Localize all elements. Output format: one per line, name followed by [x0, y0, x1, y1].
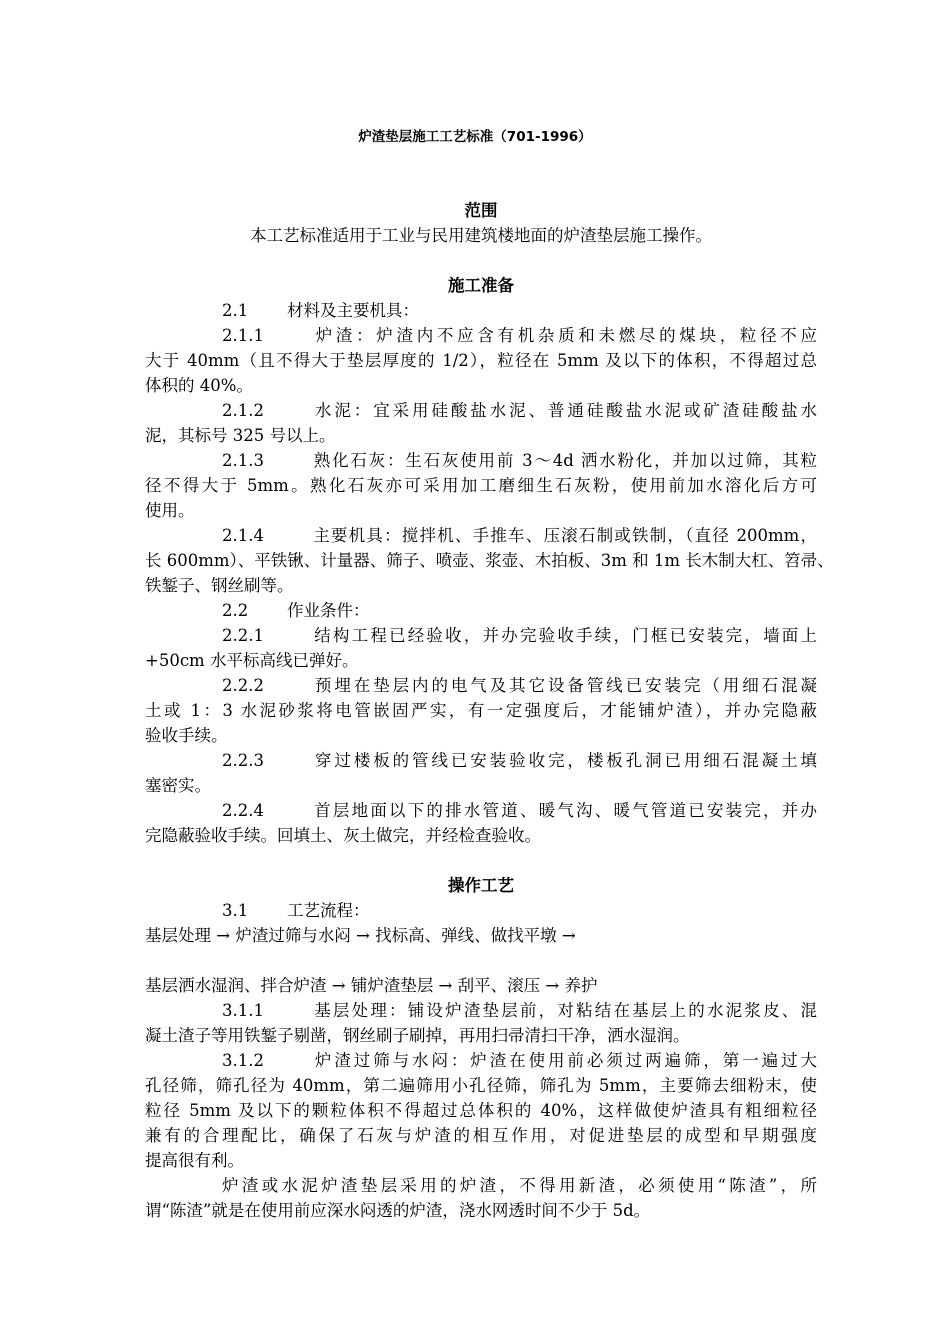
document-title: 炉渣垫层施工工艺标准（701-1996） [358, 129, 592, 145]
clause-text-line: 长 600mm）、平铁锹、计量器、筛子、喷壶、浆壶、木拍板、3m 和 1m 长木制大杠、笤帚、 [145, 551, 834, 570]
document-body [145, 198, 834, 1223]
clause-text: 作业条件： [287, 601, 370, 620]
clause-text: 工艺流程： [287, 901, 370, 920]
process-flow-line-2: 基层洒水湿润、拌合炉渣 → 铺炉渣垫层 → 刮平、滚压 → 养护 [145, 976, 598, 995]
clause-text: 预埋在垫层内的电气及其它设备管线已安装完（用细石混凝 [312, 676, 817, 695]
clause-2-2-2 [145, 673, 817, 698]
clause-text: 熟化石灰：生石灰使用前 3～4d 洒水粉化，并加以过筛，其粒 [312, 451, 817, 470]
clause-text-line: 土或 1：3 水泥砂浆将电管嵌固严实，有一定强度后，才能铺炉渣），并办完隐蔽 [145, 701, 817, 720]
clause-text: 水泥：宜采用硅酸盐水泥、普通硅酸盐水泥或矿渣硅酸盐水 [312, 401, 817, 420]
clause-text-line: 大于 40mm（且不得大于垫层厚度的 1/2），粒径在 5mm 及以下的体积，不得超过总 [145, 351, 817, 370]
clause-text: 主要机具：搅拌机、手推车、压滚石制或铁制，（直径 200mm， [312, 526, 817, 545]
clause-number: 2.1.4 [222, 526, 264, 545]
clause-number: 2.1.1 [222, 326, 264, 345]
clause-number: 2.1.3 [222, 451, 264, 470]
clause-text: 穿过楼板的管线已安装验收完，楼板孔洞已用细石混凝土填 [312, 751, 817, 770]
clause-2-1-4 [145, 523, 817, 548]
clause-text: 首层地面以下的排水管道、暖气沟、暖气管道已安装完，并办 [312, 801, 817, 820]
clause-2-2-1 [145, 623, 817, 648]
clause-text-line: 凝土渣子等用铁錾子剔凿，钢丝刷子刷掉，再用扫帚清扫干净，洒水湿润。 [145, 1026, 690, 1045]
clause-number: 2.2.2 [222, 676, 264, 695]
clause-3-1 [145, 898, 817, 923]
process-flow-line-1: 基层处理 → 炉渣过筛与水闷 → 找标高、弹线、做找平墩 → [145, 926, 576, 945]
clause-number: 3.1.2 [222, 1051, 264, 1070]
clause-2-2-3 [145, 748, 817, 773]
clause-text-line: +50cm 水平标高线已弹好。 [145, 651, 359, 670]
clause-number: 2.2.1 [222, 626, 264, 645]
clause-text-line: 谓“陈渣”就是在使用前应深水闷透的炉渣，浇水网透时间不少于 5d。 [145, 1201, 651, 1220]
clause-3-1-1 [145, 998, 817, 1023]
slag-paragraph: 炉渣或水泥炉渣垫层采用的炉渣，不得用新渣，必须使用“陈渣”，所 [222, 1176, 817, 1195]
clause-text-line: 完隐蔽验收手续。回填土、灰土做完，并经检查验收。 [145, 826, 541, 845]
clause-number: 2.2.3 [222, 751, 264, 770]
clause-text: 基层处理：铺设炉渣垫层前，对粘结在基层上的水泥浆皮、混 [312, 1001, 817, 1020]
clause-2-1 [145, 298, 817, 323]
clause-number: 2.2.4 [222, 801, 264, 820]
clause-text: 结构工程已经验收，并办完验收手续，门框已安装完，墙面上 [312, 626, 817, 645]
clause-number: 3.1.1 [222, 1001, 264, 1020]
clause-2-1-1 [145, 323, 817, 348]
clause-number: 2.1 [222, 301, 249, 320]
clause-text-line: 塞密实。 [145, 776, 211, 795]
clause-text: 炉渣：炉渣内不应含有机杂质和未燃尽的煤块，粒径不应 [312, 326, 817, 345]
clause-text-line: 体积的 40%。 [145, 376, 253, 395]
clause-text-line: 使用。 [145, 501, 195, 520]
clause-text-line: 兼有的合理配比，确保了石灰与炉渣的相互作用，对促进垫层的成型和早期强度 [145, 1126, 817, 1145]
clause-text-line: 提高很有利。 [145, 1151, 244, 1170]
clause-text: 材料及主要机具： [287, 301, 419, 320]
clause-3-1-2 [145, 1048, 817, 1073]
clause-2-1-3 [145, 448, 817, 473]
clause-number: 3.1 [222, 901, 249, 920]
clause-number: 2.2 [222, 601, 249, 620]
scope-text: 本工艺标准适用于工业与民用建筑楼地面的炉渣垫层施工操作。 [250, 226, 712, 245]
clause-text-line: 粒径 5mm 及以下的颗粒体积不得超过总体积的 40%，这样做使炉渣具有粗细粒径 [145, 1101, 817, 1120]
clause-2-2 [145, 598, 817, 623]
section-heading-scope: 范围 [464, 201, 498, 220]
clause-text-line: 泥，其标号 325 号以上。 [145, 426, 336, 445]
clause-2-1-2 [145, 398, 817, 423]
clause-text-line: 铁錾子、钢丝刷等。 [145, 576, 294, 595]
clause-text-line: 径不得大于 5mm。熟化石灰亦可采用加工磨细生石灰粉，使用前加水溶化后方可 [145, 476, 817, 495]
clause-number: 2.1.2 [222, 401, 264, 420]
clause-text: 炉渣过筛与水闷：炉渣在使用前必须过两遍筛，第一遍过大 [312, 1051, 817, 1070]
section-heading-operation: 操作工艺 [448, 876, 514, 895]
clause-text-line: 验收手续。 [145, 726, 228, 745]
clause-2-2-4 [145, 798, 817, 823]
clause-text-line: 孔径筛，筛孔径为 40mm，第二遍筛用小孔径筛，筛孔为 5mm，主要筛去细粉末，使 [145, 1076, 817, 1095]
section-heading-preparation: 施工准备 [448, 276, 514, 295]
